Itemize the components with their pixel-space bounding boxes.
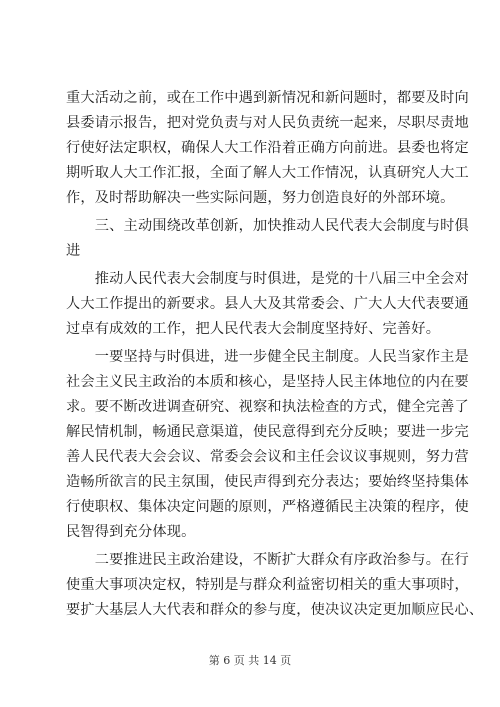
- section-heading-line: 进: [66, 243, 81, 259]
- body-line: 行使好法定职权，确保人大工作沿着正确方向前进。县委也将定: [66, 140, 469, 156]
- body-line: 作，及时帮助解决一些实际问题，努力创造良好的外部环境。: [66, 190, 455, 206]
- body-line: 社会主义民主政治的本质和核心，是坚持人民主体地位的内在要: [66, 374, 469, 390]
- page-number-footer: 第 6 页 共 14 页: [208, 654, 292, 667]
- body-line: 人大工作提出的新要求。县人大及其常委会、广大人大代表要通: [66, 296, 469, 312]
- body-line: 县委请示报告，把对党负责与对人民负责统一起来，尽职尽责地: [66, 115, 469, 131]
- body-line: 推动人民代表大会制度与时俱进，是党的十八届三中全会对: [66, 271, 469, 287]
- body-line: 求。要不断改进调查研究、视察和执法检查的方式，健全完善了: [66, 399, 469, 415]
- body-line: 造畅所欲言的民主氛围，使民声得到充分表达；要始终坚持集体: [66, 474, 469, 490]
- body-line: 重大活动之前，或在工作中遇到新情况和新问题时，都要及时向: [66, 90, 469, 106]
- body-line: 要扩大基层人大代表和群众的参与度，使决议决定更加顺应民心、: [66, 602, 484, 618]
- body-line: 二要推进民主政治建设，不断扩大群众有序政治参与。在行: [66, 552, 469, 568]
- body-line: 解民情机制，畅通民意渠道，使民意得到充分反映；要进一步完: [66, 424, 469, 440]
- body-line: 期听取人大工作汇报，全面了解人大工作情况，认真研究人大工: [66, 165, 469, 181]
- body-line: 一要坚持与时俱进，进一步健全民主制度。人民当家作主是: [66, 349, 469, 365]
- body-line: 行使职权、集体决定问题的原则，严格遵循民主决策的程序，使: [66, 499, 469, 515]
- body-line: 善人民代表大会会议、常委会会议和主任会议议事规则，努力营: [66, 449, 469, 465]
- body-line: 过卓有成效的工作，把人民代表大会制度坚持好、完善好。: [66, 321, 441, 337]
- section-heading-line: 三、主动围绕改革创新，加快推动人民代表大会制度与时俱: [66, 218, 469, 234]
- body-line: 使重大事项决定权，特别是与群众利益密切相关的重大事项时，: [66, 577, 469, 593]
- body-line: 民智得到充分体现。: [66, 524, 196, 540]
